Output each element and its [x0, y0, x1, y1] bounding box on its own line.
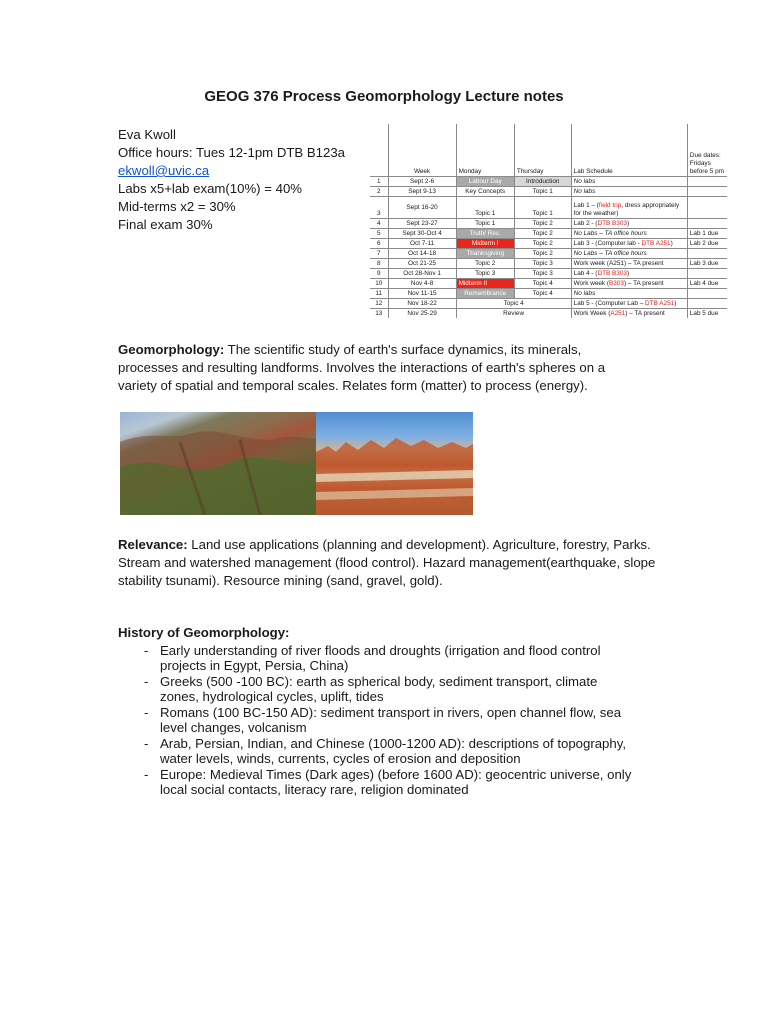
lab-text: ) — [626, 220, 630, 227]
row-monday: Midterm I — [456, 239, 514, 249]
row-week: Nov 4-8 — [388, 279, 456, 289]
lab-text: , dress appropriately for the weather) — [573, 202, 680, 217]
schedule-row — [370, 239, 727, 249]
row-due — [687, 289, 727, 299]
grade-labs: Labs x5+lab exam(10%) = 40% — [118, 181, 303, 196]
email-link[interactable]: ekwoll@uvic.ca — [118, 163, 210, 178]
lab-highlight: DTB A251 — [645, 300, 675, 307]
row-monday: Key Concepts — [456, 187, 514, 197]
row-lab: No Labs – TA office hours — [571, 249, 687, 259]
row-lab — [571, 197, 687, 219]
row-number: 1 — [370, 177, 388, 187]
list-item-text: Romans (100 BC-150 AD): sediment transport in rivers, open channel flow, sea level changes, volcanism — [160, 705, 622, 735]
row-number: 3 — [370, 197, 388, 219]
row-monday: Topic 3 — [456, 269, 514, 279]
row-thursday: Topic 3 — [514, 269, 571, 279]
landscape-photo-hills — [120, 412, 316, 515]
row-monday-thursday: Topic 4 — [456, 299, 571, 309]
geomorphology-heading: Geomorphology: — [118, 342, 225, 357]
row-due — [687, 187, 727, 197]
row-week: Oct 14-18 — [388, 249, 456, 259]
row-lab: No labs — [571, 289, 687, 299]
lab-text: ) — [674, 300, 677, 307]
row-week: Sept 16-20 — [388, 197, 456, 219]
lab-text: ) – TA present — [625, 310, 665, 317]
lab-text: Lab 2 - ( — [573, 220, 598, 227]
list-dash: - — [144, 767, 149, 782]
row-due — [687, 219, 727, 229]
row-number: 12 — [370, 299, 388, 309]
lab-highlight: B303 — [609, 280, 624, 287]
row-lab — [571, 239, 687, 249]
instructor-name: Eva Kwoll — [118, 127, 176, 142]
relevance-heading: Relevance: — [118, 537, 188, 552]
schedule-row — [370, 269, 727, 279]
row-due: Lab 5 due — [687, 309, 727, 319]
history-list — [118, 643, 638, 798]
lab-highlight: DTB B303 — [597, 220, 627, 227]
lab-text: Lab 3 - (Computer lab - — [573, 240, 642, 247]
row-number: 8 — [370, 259, 388, 269]
row-week: Sept 2-6 — [388, 177, 456, 187]
row-thursday: Topic 4 — [514, 279, 571, 289]
schedule-row — [370, 219, 727, 229]
lab-text: Work Week ( — [573, 310, 611, 317]
schedule-row — [370, 299, 727, 309]
row-due — [687, 249, 727, 259]
row-number: 6 — [370, 239, 388, 249]
row-week: Oct 7-11 — [388, 239, 456, 249]
row-due: Lab 4 due — [687, 279, 727, 289]
row-lab — [571, 279, 687, 289]
schedule-row — [370, 259, 727, 269]
list-item-text: Early understanding of river floods and droughts (irrigation and flood control projects in Egypt, Persia, China) — [160, 643, 601, 673]
lab-highlight: DTB A251 — [641, 240, 671, 247]
schedule-row — [370, 279, 727, 289]
row-due — [687, 197, 727, 219]
row-week: Sept 23-27 — [388, 219, 456, 229]
row-monday: Truth/ Rec. — [456, 229, 514, 239]
lab-text: ) – TA present — [623, 280, 664, 287]
grade-midterms: Mid-terms x2 = 30% — [118, 199, 236, 214]
relevance-text: Land use applications (planning and development). Agriculture, forestry, Parks. Stream and watershed management (flood control). Hazard management(earthquake, slope stability tsunami). Resource mining (sand, gravel, gold). — [118, 537, 656, 588]
schedule-row — [370, 187, 727, 197]
lab-text: ) — [670, 240, 673, 247]
row-thursday: Topic 1 — [514, 197, 571, 219]
list-item — [118, 767, 638, 797]
header-number — [370, 124, 388, 177]
office-hours: Office hours: Tues 12-1pm DTB B123a — [118, 145, 345, 160]
header-monday: Monday — [456, 124, 514, 177]
lab-highlight: A251 — [610, 310, 626, 317]
list-dash: - — [144, 736, 149, 751]
lab-highlight: field trip — [598, 202, 622, 209]
grade-final: Final exam 30% — [118, 217, 213, 232]
row-thursday: Topic 2 — [514, 219, 571, 229]
row-thursday: Topic 2 — [514, 229, 571, 239]
row-week: Nov 18-22 — [388, 299, 456, 309]
row-monday: Topic 2 — [456, 259, 514, 269]
row-thursday: Topic 4 — [514, 289, 571, 299]
list-dash: - — [144, 674, 149, 689]
row-number: 9 — [370, 269, 388, 279]
row-due — [687, 299, 727, 309]
schedule-row — [370, 197, 727, 219]
list-dash: - — [144, 643, 149, 658]
row-monday: Topic 1 — [456, 219, 514, 229]
row-thursday: Topic 2 — [514, 249, 571, 259]
lab-text: Lab 4 - ( — [573, 270, 598, 277]
instructor-info — [118, 126, 345, 234]
row-due — [687, 269, 727, 279]
header-thursday: Thursday — [514, 124, 571, 177]
row-number: 5 — [370, 229, 388, 239]
header-lab-schedule: Lab Schedule — [571, 124, 687, 177]
row-week: Sept 30-Oct 4 — [388, 229, 456, 239]
header-week: Week — [388, 124, 456, 177]
relevance-paragraph — [118, 536, 658, 590]
row-number: 4 — [370, 219, 388, 229]
row-lab — [571, 299, 687, 309]
list-item — [118, 643, 638, 673]
geomorphology-definition — [118, 341, 638, 395]
row-thursday: Topic 1 — [514, 187, 571, 197]
schedule-row — [370, 249, 727, 259]
row-due: Lab 2 due — [687, 239, 727, 249]
schedule-row — [370, 289, 727, 299]
row-thursday: Topic 2 — [514, 239, 571, 249]
row-week: Nov 11-15 — [388, 289, 456, 299]
history-heading: History of Geomorphology: — [118, 625, 290, 640]
page-title: GEOG 376 Process Geomorphology Lecture notes — [204, 88, 564, 105]
header-due-dates: Due dates: Fridays before 5 pm — [687, 124, 727, 177]
row-lab — [571, 219, 687, 229]
row-lab: Work week (A251) – TA present — [571, 259, 687, 269]
schedule-row — [370, 309, 727, 319]
row-thursday: Topic 3 — [514, 259, 571, 269]
lab-text: Work week ( — [573, 280, 610, 287]
list-dash: - — [144, 705, 149, 720]
row-due — [687, 177, 727, 187]
row-number: 7 — [370, 249, 388, 259]
schedule-row — [370, 177, 727, 187]
landscape-photo-hoodoos — [316, 412, 473, 515]
row-week: Sept 9-13 — [388, 187, 456, 197]
row-monday: Remembrance — [456, 289, 514, 299]
schedule-row — [370, 229, 727, 239]
row-lab — [571, 269, 687, 279]
row-number: 13 — [370, 309, 388, 319]
course-schedule-table — [370, 124, 727, 318]
list-item — [118, 736, 638, 766]
row-monday: Topic 1 — [456, 197, 514, 219]
row-thursday: Introduction — [514, 177, 571, 187]
lab-text: Lab 5 - (Computer Lab – — [573, 300, 646, 307]
row-number: 10 — [370, 279, 388, 289]
row-monday: Thanksgiving — [456, 249, 514, 259]
list-item-text: Europe: Medieval Times (Dark ages) (before 1600 AD): geocentric universe, only local social contacts, literacy rare, religion dominated — [160, 767, 632, 797]
row-week: Oct 28-Nov 1 — [388, 269, 456, 279]
row-week: Oct 21-25 — [388, 259, 456, 269]
row-lab: No labs — [571, 187, 687, 197]
list-item — [118, 674, 638, 704]
row-monday: Labour Day — [456, 177, 514, 187]
row-due: Lab 1 due — [687, 229, 727, 239]
list-item — [118, 705, 638, 735]
lab-text: Lab 1 – ( — [573, 202, 599, 209]
lab-text: ) — [626, 270, 630, 277]
row-lab: No Labs – TA office hours — [571, 229, 687, 239]
schedule-header-row — [370, 124, 727, 177]
row-number: 2 — [370, 187, 388, 197]
lab-highlight: DTB B303 — [597, 270, 627, 277]
row-week: Nov 25-29 — [388, 309, 456, 319]
row-lab: No labs — [571, 177, 687, 187]
list-item-text: Arab, Persian, Indian, and Chinese (1000-1200 AD): descriptions of topography, water levels, winds, currents, cycles of erosion and deposition — [160, 736, 626, 766]
row-monday: Midterm II — [456, 279, 514, 289]
row-lab — [571, 309, 687, 319]
row-number: 11 — [370, 289, 388, 299]
row-due: Lab 3 due — [687, 259, 727, 269]
geomorphology-text: The scientific study of earth's surface dynamics, its minerals, processes and resulting landforms. Involves the interactions of earth's spheres on a variety of spatial and temporal scales. Relates form (matter) to process (energy). — [118, 342, 606, 393]
row-monday-thursday: Review — [456, 309, 571, 319]
list-item-text: Greeks (500 -100 BC): earth as spherical body, sediment transport, climate zones, hydrological cycles, uplift, tides — [160, 674, 598, 704]
